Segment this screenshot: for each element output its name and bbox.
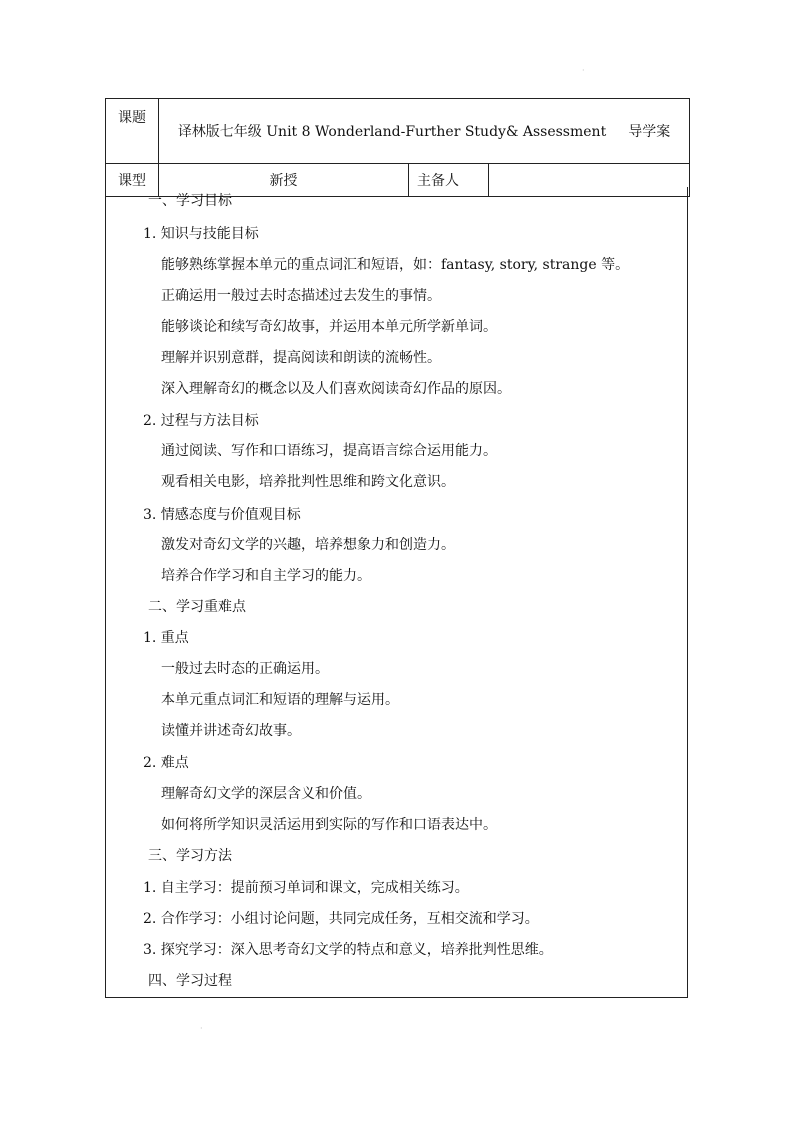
section-heading: 一、学习目标 [148, 193, 232, 209]
type-value: 新授 [159, 164, 409, 197]
list-item: 观看相关电影，培养批判性思维和跨文化意识。 [161, 474, 455, 490]
list-item: 深入理解奇幻的概念以及人们喜欢阅读奇幻作品的原因。 [161, 381, 511, 397]
list-item: 通过阅读、写作和口语练习，提高语言综合运用能力。 [161, 443, 497, 459]
lesson-title [159, 99, 690, 164]
subsection-heading: 2. 难点 [143, 755, 189, 771]
subsection-heading: 2. 过程与方法目标 [143, 413, 259, 429]
subsection-heading: 1. 知识与技能目标 [143, 226, 259, 242]
lesson-title-main: 译林版七年级 Unit 8 Wonderland-Further Study& Assessment [177, 124, 607, 140]
header-row-topic [106, 99, 690, 164]
section-heading: 三、学习方法 [148, 848, 232, 864]
list-item: 读懂并讲述奇幻故事。 [161, 723, 301, 739]
preparer-label: 主备人 [409, 164, 489, 197]
list-item: 如何将所学知识灵活运用到实际的写作和口语表达中。 [161, 817, 497, 833]
scan-speck: · [582, 66, 585, 75]
list-item: 1. 自主学习：提前预习单词和课文，完成相关练习。 [143, 880, 469, 896]
list-item: 培养合作学习和自主学习的能力。 [161, 568, 371, 584]
list-item: 激发对奇幻文学的兴趣，培养想象力和创造力。 [161, 537, 455, 553]
section-heading: 四、学习过程 [148, 973, 232, 989]
type-label: 课型 [106, 164, 159, 197]
list-item: 理解并识别意群，提高阅读和朗读的流畅性。 [161, 350, 441, 366]
list-item: 一般过去时态的正确运用。 [161, 661, 329, 677]
section-heading: 二、学习重难点 [148, 599, 246, 615]
list-item: 能够谈论和续写奇幻故事，并运用本单元所学新单词。 [161, 319, 497, 335]
list-item: 能够熟练掌握本单元的重点词汇和短语，如：fantasy, story, strange 等。 [161, 257, 630, 273]
list-item: 本单元重点词汇和短语的理解与运用。 [161, 692, 399, 708]
subsection-heading: 3. 情感态度与价值观目标 [143, 507, 301, 523]
topic-label: 课题 [106, 99, 159, 164]
lesson-title-suffix: 导学案 [628, 124, 671, 140]
subsection-heading: 1. 重点 [143, 630, 189, 646]
list-item: 正确运用一般过去时态描述过去发生的事情。 [161, 288, 441, 304]
list-item: 理解奇幻文学的深层含义和价值。 [161, 786, 371, 802]
content-box [105, 187, 688, 998]
list-item: 2. 合作学习：小组讨论问题，共同完成任务，互相交流和学习。 [143, 911, 539, 927]
list-item: 3. 探究学习：深入思考奇幻文学的特点和意义，培养批判性思维。 [143, 942, 553, 958]
scan-speck: · [200, 1024, 203, 1033]
header-table [105, 98, 690, 197]
